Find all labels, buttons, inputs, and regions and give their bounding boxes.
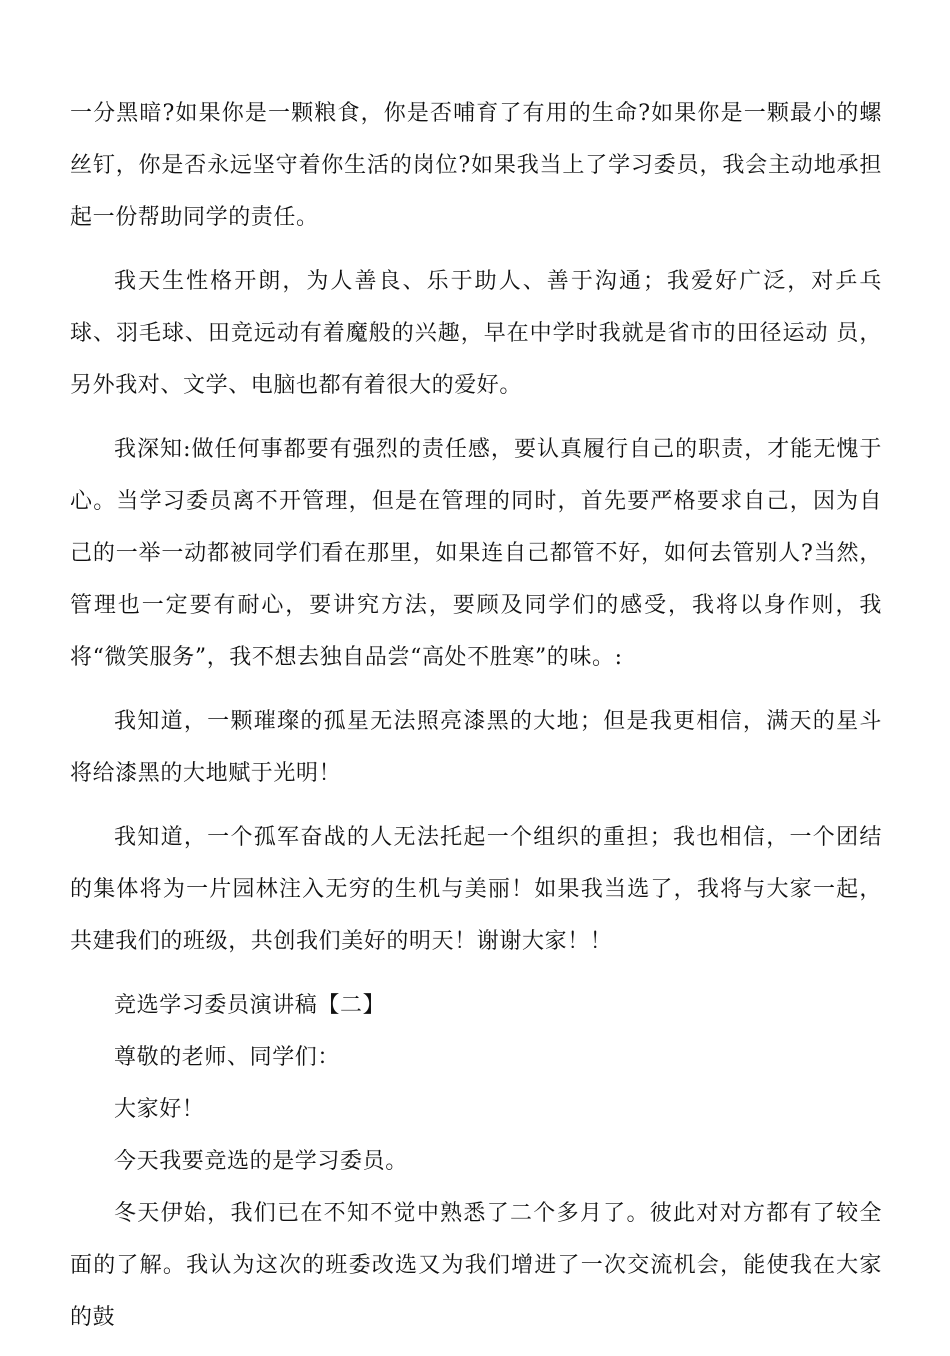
salutation: 尊敬的老师、同学们： [114, 1045, 341, 1070]
paragraph-winter: 冬天伊始，我们已在不知不觉中熟悉了二个多月了。彼此对对方都有了较全面的了解。我认为这次的班委改选又为我们增进了一次交流机会，能使我在大家的鼓 [70, 1201, 882, 1330]
section-heading: 竞选学习委员演讲稿【二】 [114, 993, 386, 1018]
intro-line: 今天我要竞选的是学习委员。 [114, 1149, 408, 1174]
greeting: 大家好！ [114, 1097, 205, 1122]
paragraph-personality: 我天生性格开朗，为人善良、乐于助人、善于沟通；我爱好广泛，对乒乓球、羽毛球、田竞远动有着魔般的兴趣，早在中学时我就是省市的田径运动 员，另外我对、文学、电脑也都有着很大的爱好。 [70, 269, 882, 398]
paragraph-continuation: 一分黑暗?如果你是一颗粮食，你是否哺育了有用的生命?如果你是一颗最小的螺丝钉，你是否永远坚守着你生活的岗位?如果我当上了学习委员，我会主动地承担起一份帮助同学的责任。 [70, 101, 882, 230]
paragraph-team: 我知道，一个孤军奋战的人无法托起一个组织的重担；我也相信，一个团结的集体将为一片园林注入无穷的生机与美丽！如果我当选了，我将与大家一起，共建我们的班级，共创我们美好的明天！谢谢大家！！ [70, 825, 882, 954]
paragraph-responsibility: 我深知:做任何事都要有强烈的责任感，要认真履行自己的职责，才能无愧于心。当学习委员离不开管理，但是在管理的同时，首先要严格要求自己，因为自己的一举一动都被同学们看在那里，如果连自己都管不好，如何去管别人?当然，管理也一定要有耐心，要讲究方法，要顾及同学们的感受，我将以身作则，我将“微笑服务”，我不想去独自品尝“高处不胜寒”的味。: [70, 437, 882, 670]
document-body [70, 88, 882, 1356]
paragraph-lonely-star: 我知道，一颗璀璨的孤星无法照亮漆黑的大地；但是我更相信，满天的星斗将给漆黑的大地赋于光明！ [70, 709, 882, 786]
